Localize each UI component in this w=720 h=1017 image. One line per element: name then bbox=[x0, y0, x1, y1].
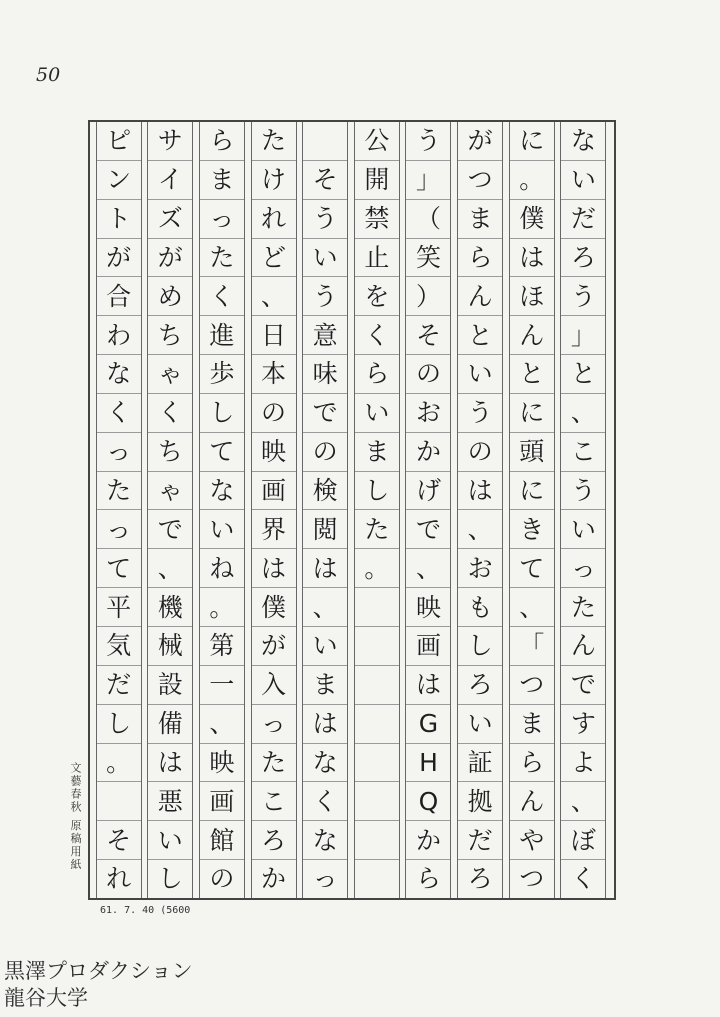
manuscript-char: ピ bbox=[97, 122, 141, 161]
manuscript-char: ら bbox=[458, 239, 502, 278]
manuscript-char: と bbox=[510, 355, 554, 394]
manuscript-char: だ bbox=[97, 666, 141, 705]
manuscript-char: め bbox=[148, 277, 192, 316]
manuscript-char: と bbox=[561, 355, 605, 394]
manuscript-char: を bbox=[355, 277, 399, 316]
manuscript-char: G bbox=[406, 705, 450, 744]
manuscript-char: い bbox=[355, 394, 399, 433]
manuscript-char: し bbox=[157, 864, 183, 894]
manuscript-char: い bbox=[561, 510, 605, 549]
manuscript-char: ら bbox=[200, 122, 244, 161]
manuscript-char: ン bbox=[97, 161, 141, 200]
manuscript-char: か bbox=[261, 864, 287, 894]
manuscript-char: わ bbox=[97, 316, 141, 355]
manuscript-char: っ bbox=[252, 705, 296, 744]
manuscript-char: ろ bbox=[561, 239, 605, 278]
manuscript-char: は bbox=[303, 705, 347, 744]
manuscript-char: げ bbox=[406, 472, 450, 511]
manuscript-char: い bbox=[148, 821, 192, 860]
manuscript-char: 。 bbox=[510, 161, 554, 200]
manuscript-char: 意 bbox=[303, 316, 347, 355]
manuscript-char: く bbox=[148, 394, 192, 433]
manuscript-char: す bbox=[561, 705, 605, 744]
manuscript-char: こ bbox=[252, 782, 296, 821]
manuscript-column bbox=[251, 122, 297, 898]
manuscript-char bbox=[355, 705, 399, 744]
manuscript-char: 「 bbox=[510, 627, 554, 666]
manuscript-char: ん bbox=[510, 316, 554, 355]
manuscript-char: く bbox=[303, 782, 347, 821]
manuscript-char: 平 bbox=[97, 588, 141, 627]
manuscript-char: 映 bbox=[252, 433, 296, 472]
manuscript-char: け bbox=[252, 161, 296, 200]
manuscript-char: が bbox=[458, 122, 502, 161]
manuscript-char: し bbox=[355, 472, 399, 511]
manuscript-char: ら bbox=[355, 355, 399, 394]
manuscript-char: ら bbox=[415, 864, 441, 894]
manuscript-char: ぼ bbox=[561, 821, 605, 860]
manuscript-char: だ bbox=[561, 200, 605, 239]
manuscript-char bbox=[355, 744, 399, 783]
manuscript-char: た bbox=[252, 744, 296, 783]
page-number: 50 bbox=[36, 64, 61, 86]
manuscript-char: 僕 bbox=[252, 588, 296, 627]
manuscript-char: う bbox=[561, 277, 605, 316]
manuscript-char: つ bbox=[458, 161, 502, 200]
manuscript-char: も bbox=[458, 588, 502, 627]
manuscript-char: 気 bbox=[97, 627, 141, 666]
manuscript-char: こ bbox=[561, 433, 605, 472]
manuscript-char: 備 bbox=[148, 705, 192, 744]
manuscript-char: 歩 bbox=[200, 355, 244, 394]
manuscript-char: 械 bbox=[148, 627, 192, 666]
manuscript-char: 機 bbox=[148, 588, 192, 627]
manuscript-char: う bbox=[303, 200, 347, 239]
manuscript-char: 禁 bbox=[355, 200, 399, 239]
manuscript-char: 笑 bbox=[406, 239, 450, 278]
manuscript-char: く bbox=[97, 394, 141, 433]
manuscript-char: 映 bbox=[200, 744, 244, 783]
manuscript-char: い bbox=[303, 627, 347, 666]
manuscript-char: っ bbox=[561, 549, 605, 588]
manuscript-char: に bbox=[510, 472, 554, 511]
manuscript-char: 界 bbox=[252, 510, 296, 549]
manuscript-char: な bbox=[97, 355, 141, 394]
manuscript-char bbox=[355, 588, 399, 627]
manuscript-char: 一 bbox=[200, 666, 244, 705]
manuscript-char: ろ bbox=[467, 864, 493, 894]
manuscript-char: 開 bbox=[355, 161, 399, 200]
manuscript-char: で bbox=[303, 394, 347, 433]
manuscript-char: ま bbox=[355, 433, 399, 472]
manuscript-char bbox=[355, 860, 399, 898]
manuscript-char: は bbox=[510, 239, 554, 278]
manuscript-char: 、 bbox=[200, 705, 244, 744]
manuscript-char: に bbox=[510, 122, 554, 161]
manuscript-char: 入 bbox=[252, 666, 296, 705]
manuscript-char: く bbox=[570, 864, 596, 894]
manuscript-char: ん bbox=[561, 627, 605, 666]
manuscript-char: ち bbox=[148, 316, 192, 355]
archive-line-2: 龍谷大学 bbox=[4, 986, 88, 1011]
manuscript-char: っ bbox=[97, 510, 141, 549]
manuscript-char: が bbox=[148, 239, 192, 278]
manuscript-column bbox=[354, 122, 400, 898]
manuscript-char: く bbox=[355, 316, 399, 355]
manuscript-char: の bbox=[303, 433, 347, 472]
manuscript-char: 検 bbox=[303, 472, 347, 511]
manuscript-char: そ bbox=[303, 161, 347, 200]
manuscript-char: た bbox=[355, 510, 399, 549]
manuscript-char: お bbox=[458, 549, 502, 588]
manuscript-char: ん bbox=[510, 782, 554, 821]
manuscript-column bbox=[509, 122, 555, 898]
manuscript-char: 画 bbox=[200, 782, 244, 821]
manuscript-char: ち bbox=[148, 433, 192, 472]
manuscript-char: 合 bbox=[97, 277, 141, 316]
manuscript-char: 、 bbox=[148, 549, 192, 588]
manuscript-char: そ bbox=[97, 821, 141, 860]
manuscript-char: 僕 bbox=[510, 200, 554, 239]
manuscript-char bbox=[355, 627, 399, 666]
manuscript-char: 」 bbox=[561, 316, 605, 355]
manuscript-char: 画 bbox=[252, 472, 296, 511]
manuscript-char: か bbox=[406, 433, 450, 472]
manuscript-char: ろ bbox=[458, 666, 502, 705]
manuscript-column bbox=[96, 122, 142, 898]
manuscript-char: サ bbox=[148, 122, 192, 161]
manuscript-char: 画 bbox=[406, 627, 450, 666]
manuscript-column bbox=[405, 122, 451, 898]
manuscript-char bbox=[355, 821, 399, 860]
manuscript-char: い bbox=[303, 239, 347, 278]
manuscript-char: ） bbox=[406, 277, 450, 316]
manuscript-char: ゃ bbox=[148, 355, 192, 394]
manuscript-char: 証 bbox=[458, 744, 502, 783]
manuscript-char: （ bbox=[406, 200, 450, 239]
manuscript-char: ろ bbox=[252, 821, 296, 860]
manuscript-char: 悪 bbox=[148, 782, 192, 821]
manuscript-char: し bbox=[200, 394, 244, 433]
manuscript-char: た bbox=[97, 472, 141, 511]
manuscript-char: 、 bbox=[458, 510, 502, 549]
manuscript-char: 。 bbox=[97, 744, 141, 783]
manuscript-char: う bbox=[458, 394, 502, 433]
manuscript-char bbox=[97, 782, 141, 821]
manuscript-char: は bbox=[406, 666, 450, 705]
manuscript-char: 。 bbox=[355, 549, 399, 588]
manuscript-char: う bbox=[406, 122, 450, 161]
manuscript-char: 頭 bbox=[510, 433, 554, 472]
manuscript-char: い bbox=[200, 510, 244, 549]
manuscript-char: つ bbox=[519, 864, 545, 894]
manuscript-char: ほ bbox=[510, 277, 554, 316]
manuscript-char: H bbox=[406, 744, 450, 783]
manuscript-char: で bbox=[561, 666, 605, 705]
manuscript-char: 」 bbox=[406, 161, 450, 200]
manuscript-char: と bbox=[458, 316, 502, 355]
manuscript-char: イ bbox=[148, 161, 192, 200]
manuscript-char: の bbox=[458, 433, 502, 472]
manuscript-char: 公 bbox=[355, 122, 399, 161]
manuscript-char: い bbox=[561, 161, 605, 200]
manuscript-column bbox=[457, 122, 503, 898]
manuscript-char: な bbox=[303, 821, 347, 860]
manuscript-char: お bbox=[406, 394, 450, 433]
form-code: 61. 7. 40 (5600 bbox=[100, 905, 191, 916]
manuscript-char: だ bbox=[458, 821, 502, 860]
manuscript-column bbox=[147, 122, 193, 898]
manuscript-char: 、 bbox=[561, 394, 605, 433]
manuscript-char: や bbox=[510, 821, 554, 860]
manuscript-char: 映 bbox=[406, 588, 450, 627]
manuscript-char: ま bbox=[458, 200, 502, 239]
manuscript-char: れ bbox=[106, 864, 132, 894]
manuscript-char: 拠 bbox=[458, 782, 502, 821]
manuscript-char bbox=[355, 666, 399, 705]
manuscript-char: つ bbox=[510, 666, 554, 705]
manuscript-char: て bbox=[200, 433, 244, 472]
manuscript-column bbox=[560, 122, 606, 898]
paper-label: 文藝春秋 原稿用紙 bbox=[69, 762, 82, 872]
manuscript-char: 第 bbox=[200, 627, 244, 666]
manuscript-char: れ bbox=[252, 200, 296, 239]
manuscript-char: ね bbox=[200, 549, 244, 588]
manuscript-char: く bbox=[200, 277, 244, 316]
manuscript-char: で bbox=[406, 510, 450, 549]
manuscript-char: ま bbox=[510, 705, 554, 744]
manuscript-char: に bbox=[510, 394, 554, 433]
manuscript-char: な bbox=[303, 744, 347, 783]
manuscript-column bbox=[302, 122, 348, 898]
manuscript-char: で bbox=[148, 510, 192, 549]
manuscript-char: 館 bbox=[200, 821, 244, 860]
manuscript-char: が bbox=[97, 239, 141, 278]
manuscript-char: 進 bbox=[200, 316, 244, 355]
manuscript-char: よ bbox=[561, 744, 605, 783]
manuscript-char: 、 bbox=[303, 588, 347, 627]
manuscript-char: Q bbox=[406, 782, 450, 821]
manuscript-char: っ bbox=[200, 200, 244, 239]
manuscript-char: そ bbox=[406, 316, 450, 355]
manuscript-char: の bbox=[406, 355, 450, 394]
manuscript-char: 設 bbox=[148, 666, 192, 705]
manuscript-char: た bbox=[561, 588, 605, 627]
manuscript-char: し bbox=[97, 705, 141, 744]
manuscript-char: っ bbox=[312, 864, 338, 894]
manuscript-char: い bbox=[458, 705, 502, 744]
manuscript-column bbox=[199, 122, 245, 898]
manuscript-char: ま bbox=[303, 666, 347, 705]
archive-label bbox=[4, 958, 193, 1013]
manuscript-char: が bbox=[252, 627, 296, 666]
manuscript-char: 、 bbox=[510, 588, 554, 627]
manuscript-char: う bbox=[303, 277, 347, 316]
manuscript-char: し bbox=[458, 627, 502, 666]
manuscript-char: は bbox=[252, 549, 296, 588]
manuscript-char: の bbox=[209, 864, 235, 894]
manuscript-char: た bbox=[200, 239, 244, 278]
manuscript-char: は bbox=[303, 549, 347, 588]
manuscript-char: 味 bbox=[303, 355, 347, 394]
manuscript-char: 止 bbox=[355, 239, 399, 278]
manuscript-char: ゃ bbox=[148, 472, 192, 511]
manuscript-char: ん bbox=[458, 277, 502, 316]
manuscript-char: き bbox=[510, 510, 554, 549]
manuscript-char: 日 bbox=[252, 316, 296, 355]
manuscript-char: 、 bbox=[406, 549, 450, 588]
manuscript-char: か bbox=[406, 821, 450, 860]
manuscript-char: う bbox=[561, 472, 605, 511]
manuscript-char: 、 bbox=[252, 277, 296, 316]
manuscript-char: ら bbox=[510, 744, 554, 783]
manuscript-char: は bbox=[148, 744, 192, 783]
manuscript-char: 本 bbox=[252, 355, 296, 394]
manuscript-grid bbox=[88, 120, 616, 900]
archive-line-1: 黒澤プロダクション bbox=[4, 959, 193, 983]
manuscript-char: な bbox=[561, 122, 605, 161]
manuscript-char: て bbox=[97, 549, 141, 588]
manuscript-char: ト bbox=[97, 200, 141, 239]
manuscript-char: の bbox=[252, 394, 296, 433]
manuscript-char: ど bbox=[252, 239, 296, 278]
manuscript-char bbox=[355, 782, 399, 821]
manuscript-char: ズ bbox=[148, 200, 192, 239]
manuscript-char: は bbox=[458, 472, 502, 511]
manuscript-char: 閲 bbox=[303, 510, 347, 549]
manuscript-char: っ bbox=[97, 433, 141, 472]
manuscript-char: い bbox=[458, 355, 502, 394]
manuscript-char: 。 bbox=[200, 588, 244, 627]
manuscript-char bbox=[303, 122, 347, 161]
manuscript-char: な bbox=[200, 472, 244, 511]
manuscript-char: て bbox=[510, 549, 554, 588]
manuscript-char: 、 bbox=[561, 782, 605, 821]
manuscript-char: た bbox=[252, 122, 296, 161]
manuscript-char: ま bbox=[200, 161, 244, 200]
